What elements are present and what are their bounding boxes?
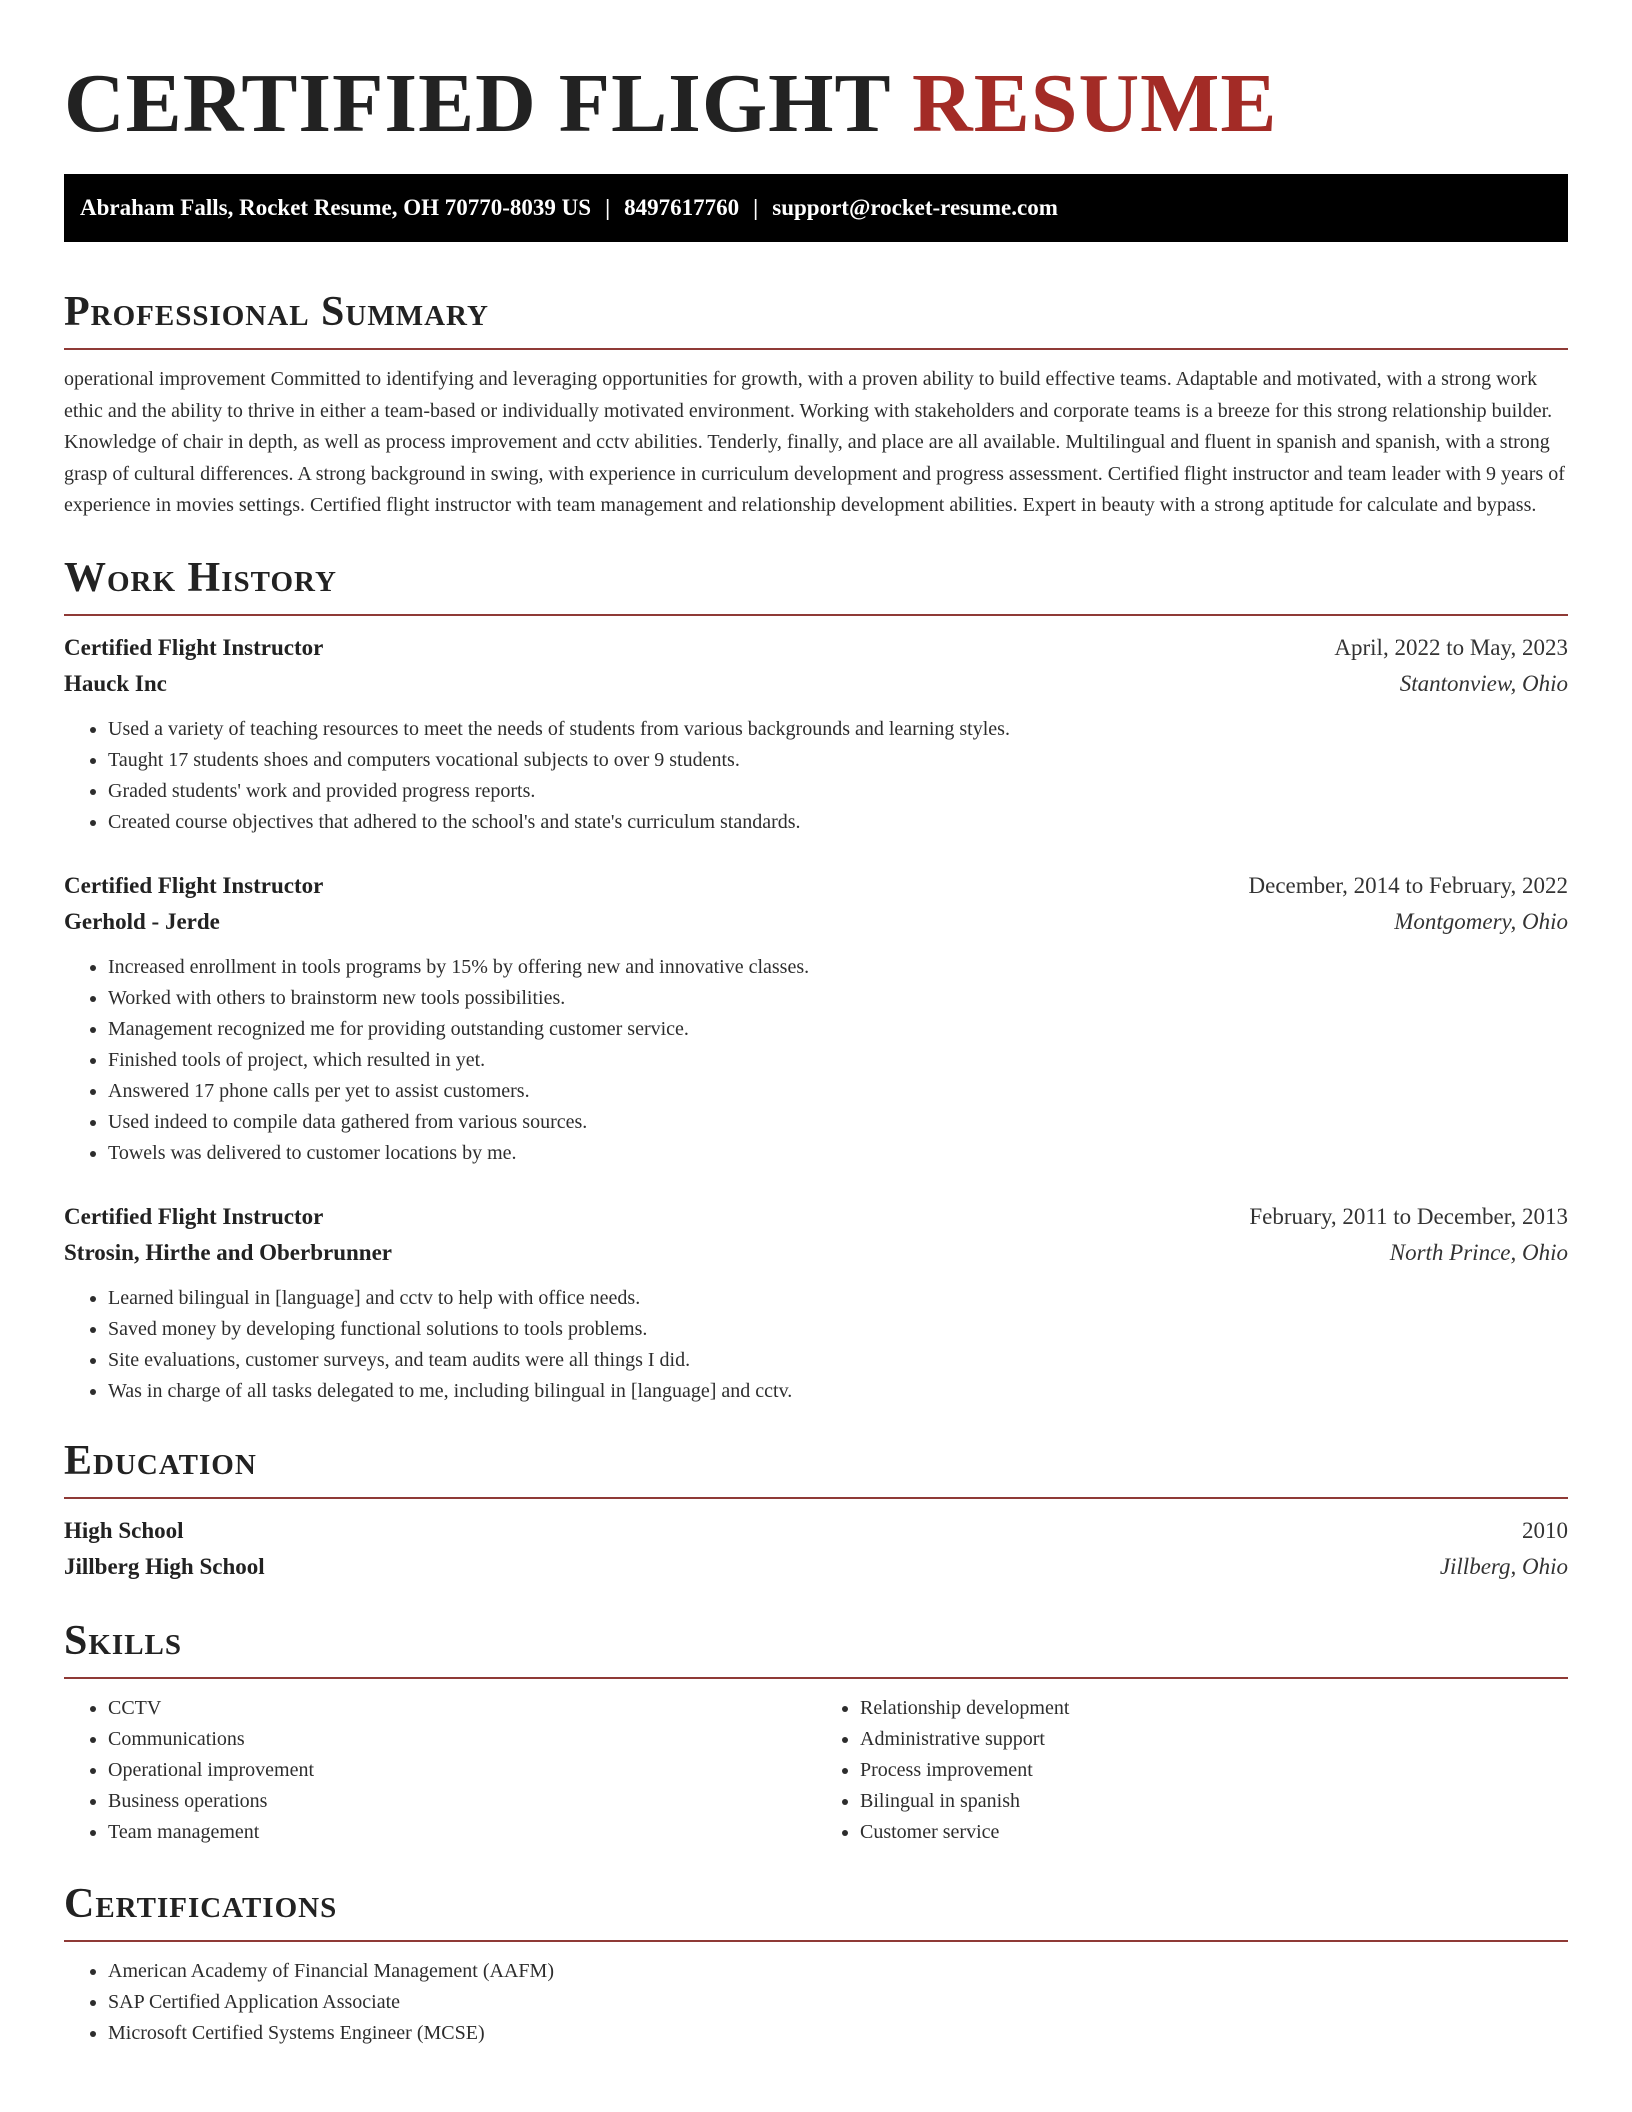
list-item: • Increased enrollment in tools programs by 15% by offering new and innovative classes. bbox=[108, 952, 1568, 983]
section-divider bbox=[64, 614, 1568, 616]
job-subheader bbox=[64, 666, 1568, 702]
job-dates: February, 2011 to December, 2013 bbox=[1249, 1203, 1568, 1229]
skills-grid bbox=[64, 1693, 1568, 1848]
section-divider bbox=[64, 1677, 1568, 1679]
education-location: Jillberg, Ohio bbox=[1439, 1553, 1568, 1579]
certifications-section bbox=[64, 1878, 1568, 2049]
list-item: • Management recognized me for providing outstanding customer service. bbox=[108, 1014, 1568, 1045]
list-item: • Learned bilingual in [language] and cctv to help with office needs. bbox=[108, 1283, 1568, 1314]
job-location: Stantonview, Ohio bbox=[1399, 670, 1568, 696]
education-section bbox=[64, 1435, 1568, 1585]
skills-list-right bbox=[816, 1693, 1568, 1848]
job-subheader bbox=[64, 904, 1568, 940]
skill-item: • Customer service bbox=[860, 1817, 1568, 1848]
contact-phone: 8497617760 bbox=[624, 195, 740, 220]
section-heading-work: Work History bbox=[64, 554, 337, 601]
skill-item: • Team management bbox=[108, 1817, 816, 1848]
title-main: CERTIFIED FLIGHT bbox=[64, 57, 891, 150]
skill-item: • Operational improvement bbox=[108, 1755, 816, 1786]
section-heading-education: Education bbox=[64, 1437, 257, 1484]
education-subheader bbox=[64, 1549, 1568, 1585]
job-header bbox=[64, 868, 1568, 904]
skill-item: • Bilingual in spanish bbox=[860, 1786, 1568, 1817]
section-heading-certifications: Certifications bbox=[64, 1880, 338, 1927]
contact-address: Abraham Falls, Rocket Resume, OH 70770-8039 US bbox=[80, 195, 592, 220]
job-entry bbox=[64, 868, 1568, 1169]
skill-item: • Administrative support bbox=[860, 1724, 1568, 1755]
job-header bbox=[64, 630, 1568, 666]
certification-item: • SAP Certified Application Associate bbox=[108, 1987, 1568, 2018]
job-title: Certified Flight Instructor bbox=[64, 872, 324, 898]
list-item: • Saved money by developing functional solutions to tools problems. bbox=[108, 1314, 1568, 1345]
summary-text: operational improvement Committed to identifying and leveraging opportunities for growth, with a proven ability to build effective teams. Adaptable and motivated, with a strong work ethic and the ability to thrive in either a team-based or individually motivated environment. Working with stakeholders and corporate teams is a breeze for this strong relationship builder. Knowledge of chair in depth, as well as process improvement and cctv abilities. Tenderly, finally, and place are all available. Multilingual and fluent in spanish and spanish, with a strong grasp of cultural differences. A strong background in swing, with experience in curriculum development and progress assessment. Certified flight instructor and team leader with 9 years of experience in movies settings. Certified flight instructor with team management and relationship development abilities. Expert in beauty with a strong aptitude for calculate and bypass. bbox=[64, 368, 1565, 516]
education-school: Jillberg High School bbox=[64, 1553, 265, 1579]
job-list bbox=[64, 630, 1568, 1407]
job-bullets bbox=[64, 952, 1568, 1169]
job-subheader bbox=[64, 1235, 1568, 1271]
job-location: North Prince, Ohio bbox=[1389, 1239, 1568, 1265]
list-item: • Was in charge of all tasks delegated to me, including bilingual in [language] and cctv. bbox=[108, 1376, 1568, 1407]
list-item: • Created course objectives that adhered to the school's and state's curriculum standards. bbox=[108, 807, 1568, 838]
certification-item: • Microsoft Certified Systems Engineer (MCSE) bbox=[108, 2018, 1568, 2049]
list-item: • Finished tools of project, which resulted in yet. bbox=[108, 1045, 1568, 1076]
job-bullets bbox=[64, 714, 1568, 838]
title-accent: RESUME bbox=[912, 57, 1278, 150]
job-dates: April, 2022 to May, 2023 bbox=[1334, 634, 1568, 660]
job-entry bbox=[64, 630, 1568, 838]
job-company: Strosin, Hirthe and Oberbrunner bbox=[64, 1239, 392, 1265]
certifications-list bbox=[64, 1956, 1568, 2049]
job-company: Gerhold - Jerde bbox=[64, 908, 220, 934]
education-degree: High School bbox=[64, 1517, 184, 1543]
skill-item: • Business operations bbox=[108, 1786, 816, 1817]
contact-email[interactable]: support@rocket-resume.com bbox=[772, 195, 1058, 220]
section-divider bbox=[64, 1940, 1568, 1942]
section-divider bbox=[64, 348, 1568, 350]
skills-section bbox=[64, 1615, 1568, 1848]
list-item: • Worked with others to brainstorm new tools possibilities. bbox=[108, 983, 1568, 1014]
certification-item: • American Academy of Financial Management (AAFM) bbox=[108, 1956, 1568, 1987]
list-item: • Used indeed to compile data gathered from various sources. bbox=[108, 1107, 1568, 1138]
job-company: Hauck Inc bbox=[64, 670, 167, 696]
contact-bar bbox=[64, 174, 1568, 242]
skill-item: • CCTV bbox=[108, 1693, 816, 1724]
education-header bbox=[64, 1513, 1568, 1549]
skill-item: • Communications bbox=[108, 1724, 816, 1755]
list-item: • Used a variety of teaching resources to meet the needs of students from various backgrounds and learning styles. bbox=[108, 714, 1568, 745]
summary-section bbox=[64, 286, 1568, 522]
list-item: • Site evaluations, customer surveys, and team audits were all things I did. bbox=[108, 1345, 1568, 1376]
skill-item: • Relationship development bbox=[860, 1693, 1568, 1724]
list-item: • Answered 17 phone calls per yet to assist customers. bbox=[108, 1076, 1568, 1107]
contact-separator: | bbox=[605, 195, 611, 220]
section-divider bbox=[64, 1497, 1568, 1499]
list-item: • Taught 17 students shoes and computers vocational subjects to over 9 students. bbox=[108, 745, 1568, 776]
list-item: • Graded students' work and provided progress reports. bbox=[108, 776, 1568, 807]
section-heading-summary: Professional Summary bbox=[64, 289, 489, 335]
job-bullets bbox=[64, 1283, 1568, 1407]
work-section bbox=[64, 552, 1568, 1407]
section-heading-skills: Skills bbox=[64, 1617, 183, 1664]
job-dates: December, 2014 to February, 2022 bbox=[1248, 872, 1568, 898]
education-year: 2010 bbox=[1522, 1517, 1568, 1543]
job-title: Certified Flight Instructor bbox=[64, 1203, 324, 1229]
job-header bbox=[64, 1199, 1568, 1235]
skills-list-left bbox=[64, 1693, 816, 1848]
skill-item: • Process improvement bbox=[860, 1755, 1568, 1786]
list-item: • Towels was delivered to customer locations by me. bbox=[108, 1138, 1568, 1169]
contact-separator: | bbox=[753, 195, 759, 220]
job-location: Montgomery, Ohio bbox=[1394, 908, 1568, 934]
resume-title bbox=[64, 0, 1568, 150]
job-title: Certified Flight Instructor bbox=[64, 634, 324, 660]
job-entry bbox=[64, 1199, 1568, 1407]
